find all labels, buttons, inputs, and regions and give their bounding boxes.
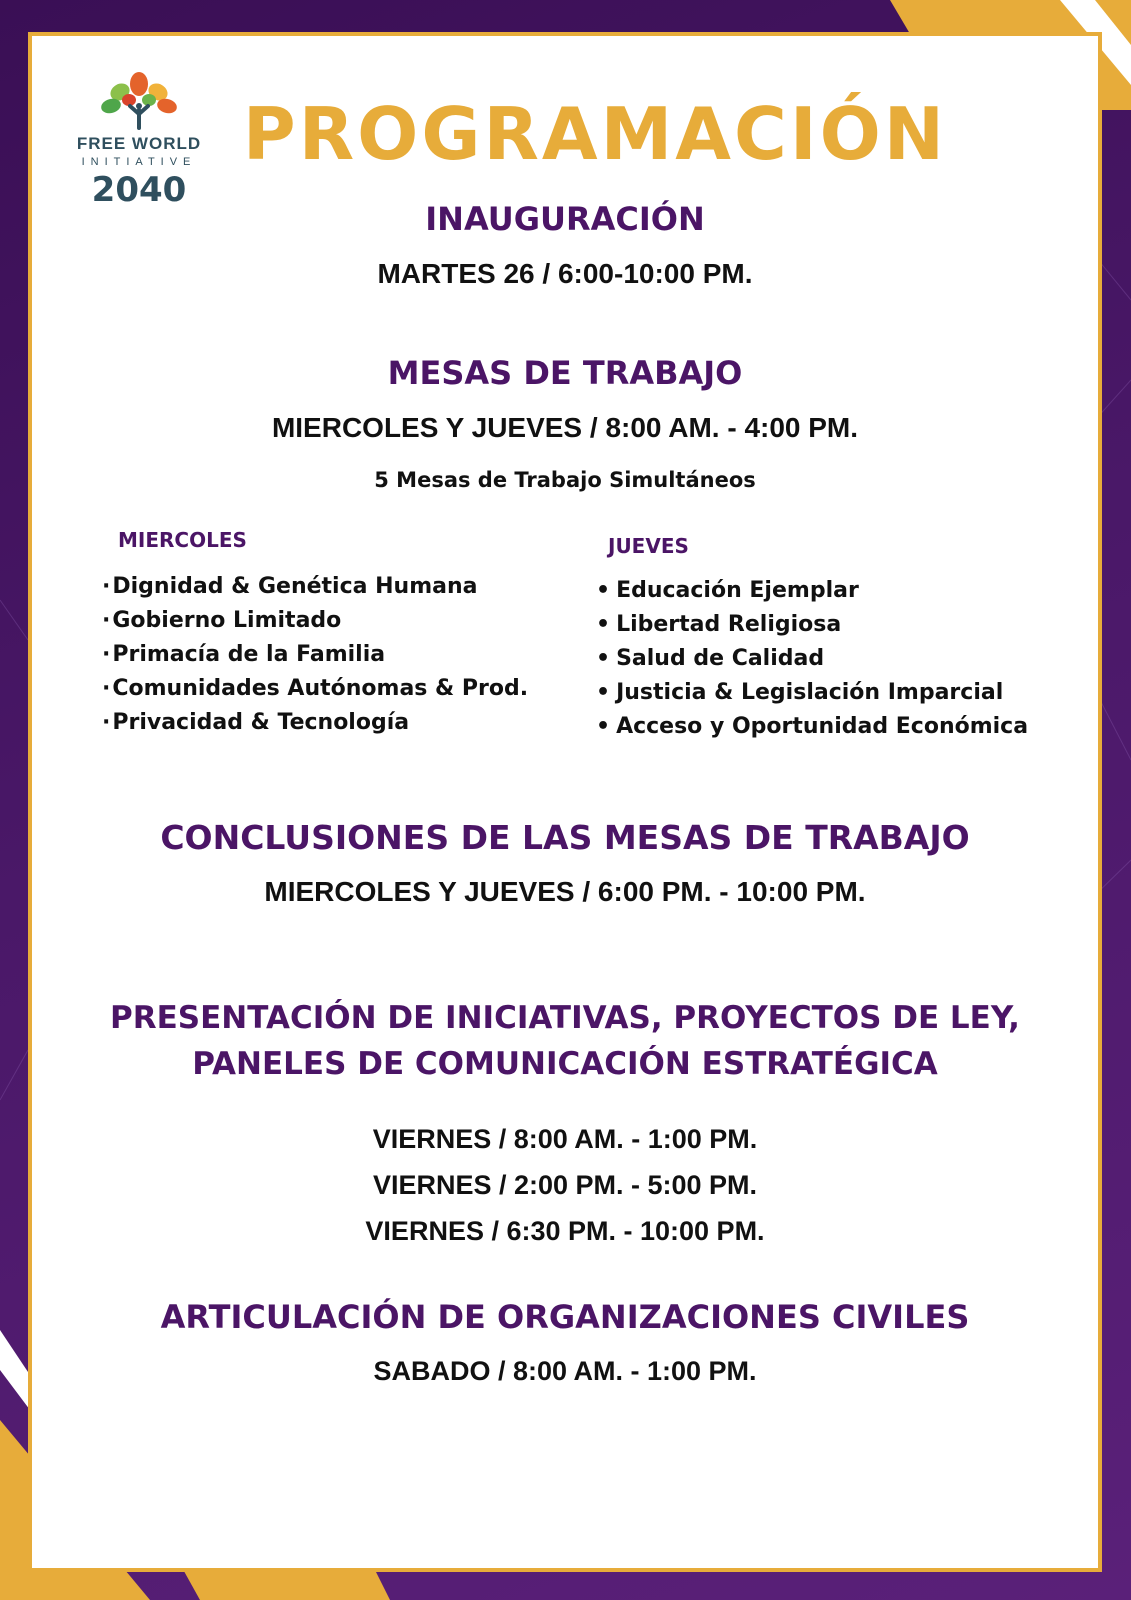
list-jueves — [596, 574, 1028, 744]
logo-line-2: INITIATIVE — [81, 156, 197, 168]
time-articulacion: SABADO / 8:00 AM. - 1:00 PM. — [373, 1356, 757, 1386]
subtitle-mesas: 5 Mesas de Trabajo Simultáneos — [374, 468, 756, 492]
heading-inauguracion: INAUGURACIÓN — [425, 200, 705, 238]
list-miercoles — [102, 570, 528, 740]
list-item: ·Comunidades Autónomas & Prod. — [102, 676, 529, 701]
list-item: • Educación Ejemplar — [596, 578, 859, 603]
logo-line-1: FREE WORLD — [76, 134, 202, 153]
time-inauguracion: MARTES 26 / 6:00-10:00 PM. — [377, 258, 753, 289]
time-presentacion-3: VIERNES / 6:30 PM. - 10:00 PM. — [365, 1216, 765, 1246]
list-item: ·Gobierno Limitado — [102, 608, 342, 633]
list-item: • Acceso y Oportunidad Económica — [596, 714, 1029, 739]
list-item: • Libertad Religiosa — [596, 612, 842, 637]
heading-mesas: MESAS DE TRABAJO — [387, 354, 743, 392]
heading-conclusiones: CONCLUSIONES DE LAS MESAS DE TRABAJO — [160, 818, 970, 857]
page-title: PROGRAMACIÓN — [242, 92, 948, 176]
time-mesas: MIERCOLES Y JUEVES / 8:00 AM. - 4:00 PM. — [271, 412, 859, 443]
label-miercoles: MIERCOLES — [118, 528, 247, 552]
time-conclusiones: MIERCOLES Y JUEVES / 6:00 PM. - 10:00 PM. — [264, 876, 866, 907]
time-presentacion-2: VIERNES / 2:00 PM. - 5:00 PM. — [372, 1170, 758, 1200]
heading-presentacion-line-1: PRESENTACIÓN DE INICIATIVAS, PROYECTOS DE LEY, — [110, 1000, 1020, 1036]
time-presentacion-1: VIERNES / 8:00 AM. - 1:00 PM. — [372, 1124, 758, 1154]
list-item: ·Primacía de la Familia — [102, 642, 386, 667]
list-item: ·Dignidad & Genética Humana — [102, 574, 478, 599]
label-jueves: JUEVES — [608, 534, 689, 558]
white-stripe-bottom-left — [0, 1330, 30, 1410]
list-item: • Justicia & Legislación Imparcial — [596, 680, 1004, 705]
list-item: ·Privacidad & Tecnología — [102, 710, 410, 735]
list-item: • Salud de Calidad — [596, 646, 825, 671]
heading-articulacion: ARTICULACIÓN DE ORGANIZACIONES CIVILES — [160, 1298, 970, 1336]
logo-line-3: 2040 — [91, 170, 187, 210]
heading-presentacion-line-2: PANELES DE COMUNICACIÓN ESTRATÉGICA — [192, 1046, 938, 1082]
